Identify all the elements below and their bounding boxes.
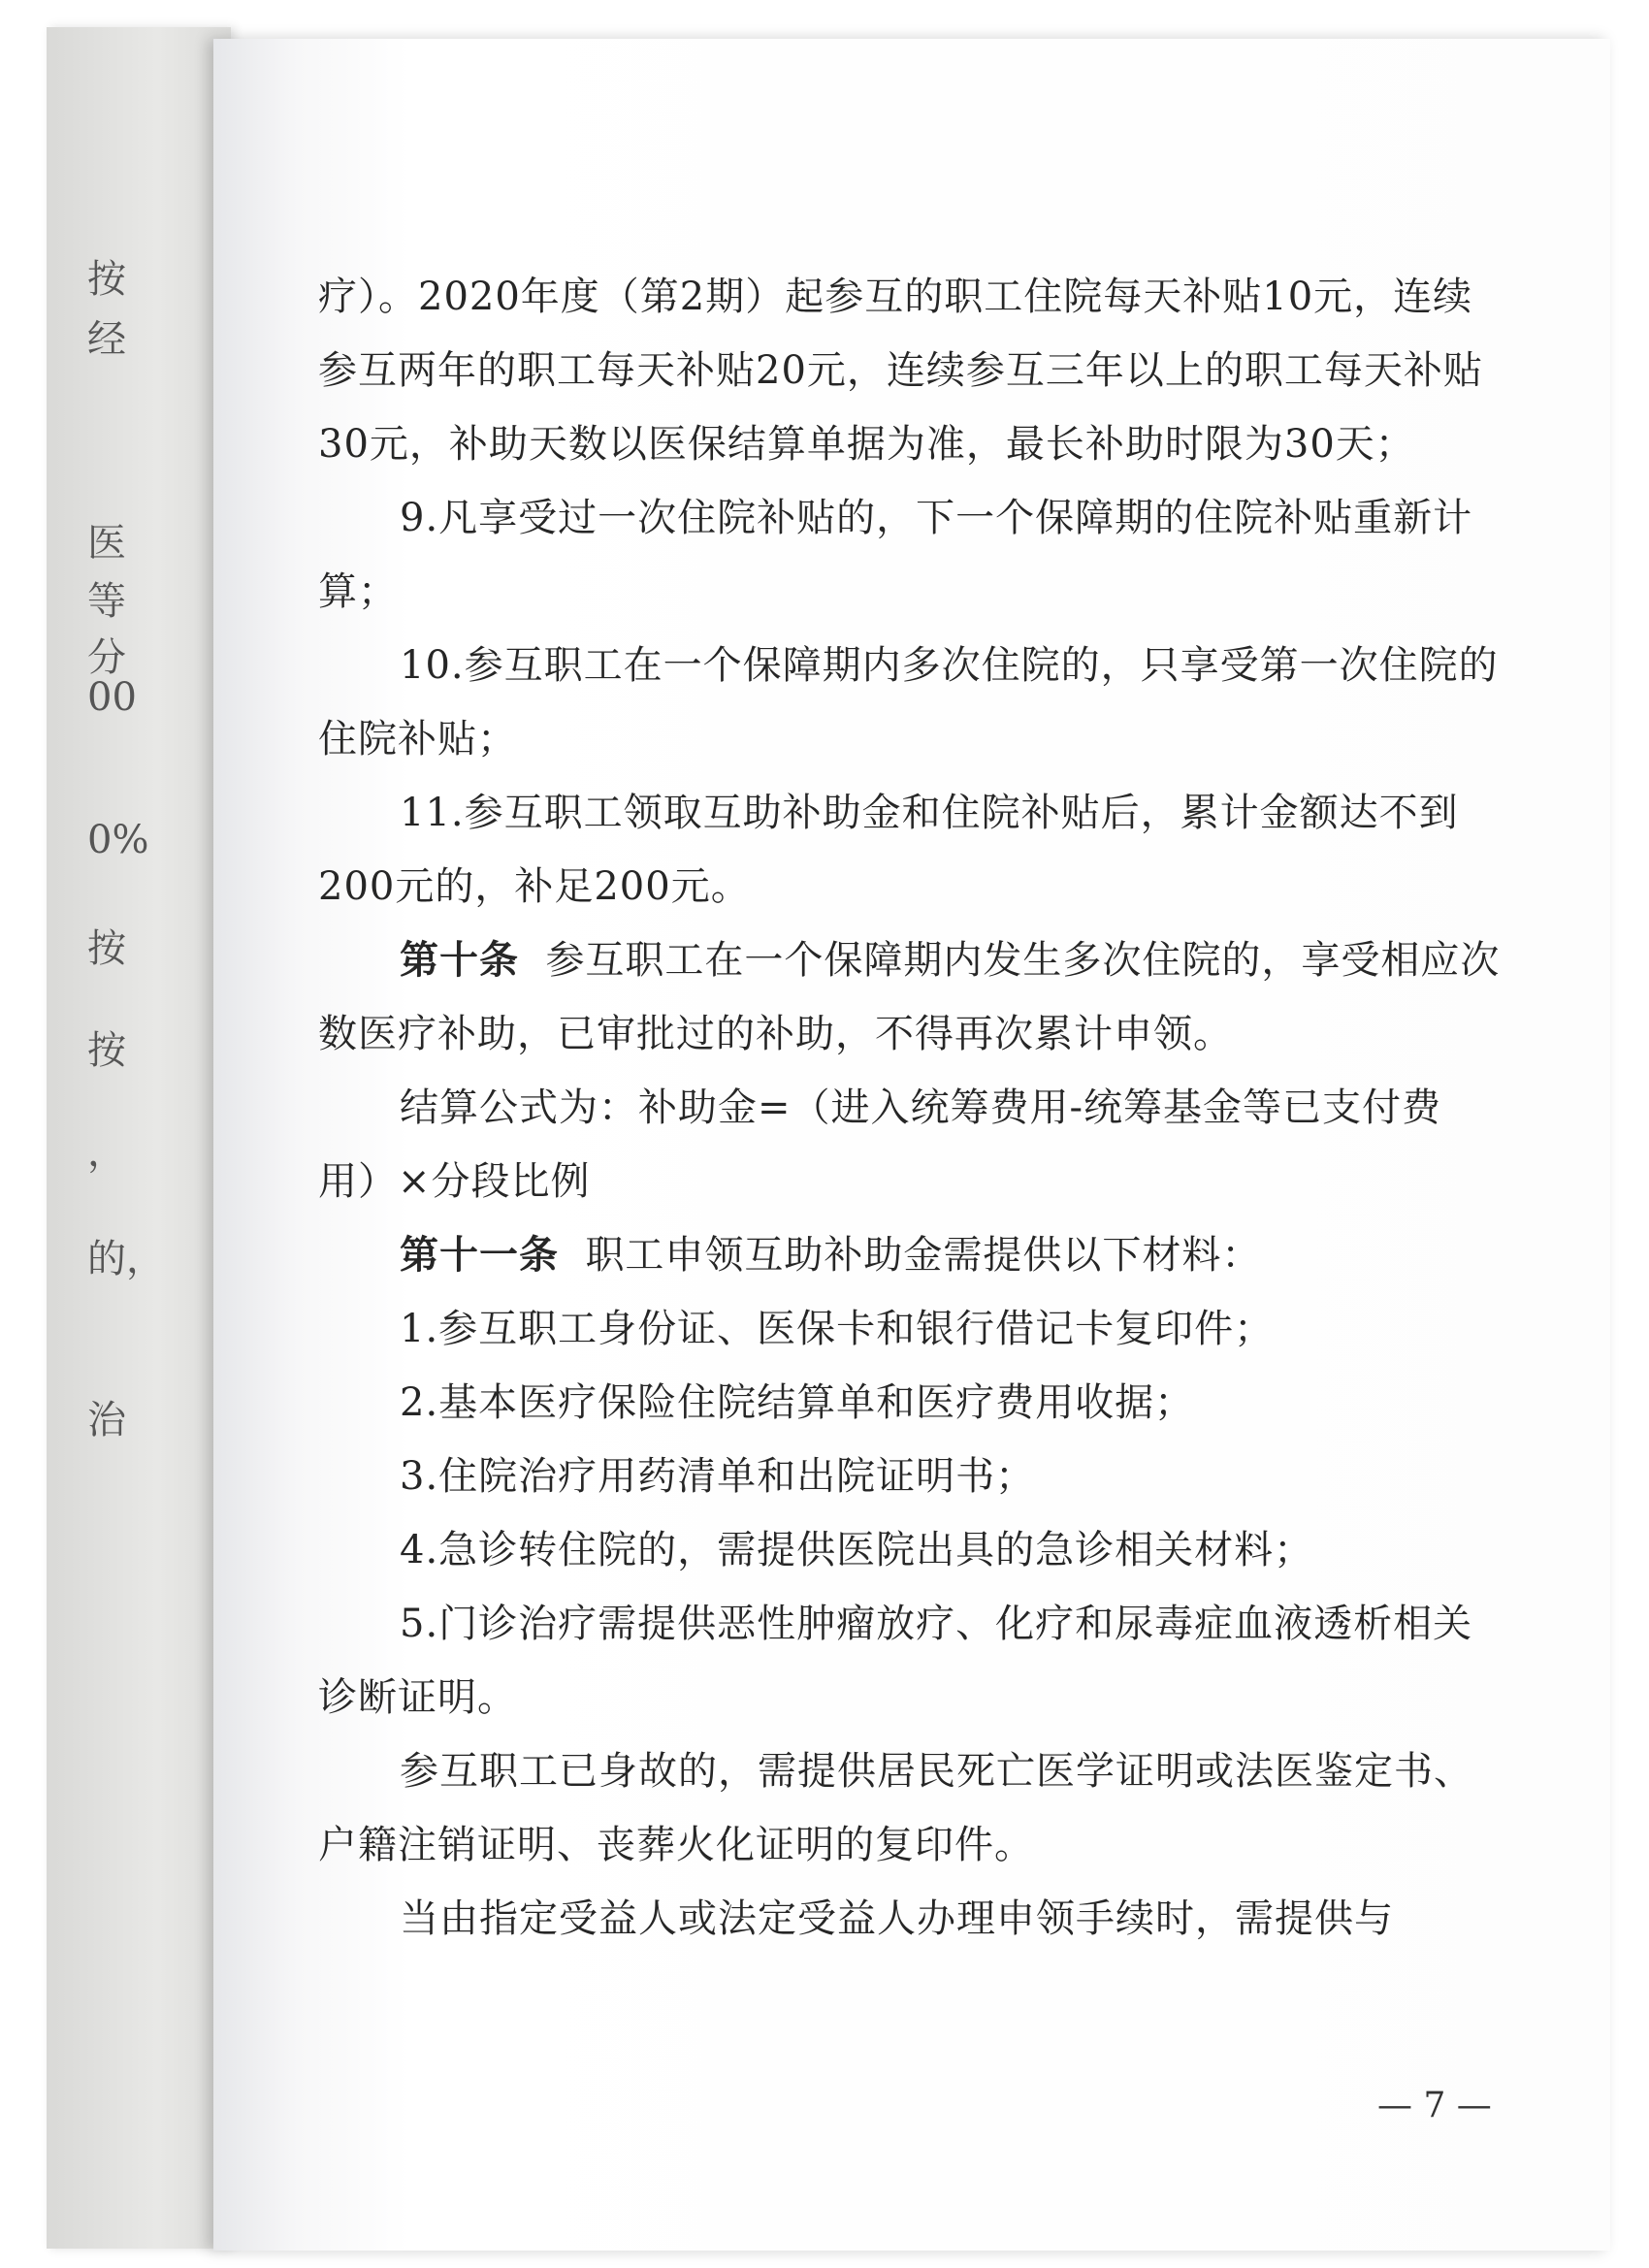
paragraph: 参互职工已身故的，需提供居民死亡医学证明或法医鉴定书、户籍注销证明、丧葬火化证明的复印件。 bbox=[318, 1749, 1473, 1867]
list-item: 1.参互职工身份证、医保卡和银行借记卡复印件； bbox=[400, 1307, 1275, 1351]
paragraph: 11.参互职工领取互助补助金和住院补贴后，累计金额达不到200元的，补足200元。 bbox=[318, 791, 1459, 909]
paragraph: 结算公式为：补助金=（进入统筹费用-统筹基金等已支付费用）×分段比例 bbox=[318, 1085, 1442, 1204]
article-paragraph: 第十条 参互职工在一个保障期内发生多次住院的，享受相应次数医疗补助，已审批过的补助，不得再次累计申领。 bbox=[318, 937, 1501, 1056]
fragment: 医 bbox=[87, 521, 126, 566]
fragment: ， bbox=[87, 1130, 126, 1175]
list-item: 4.急诊转住院的，需提供医院出具的急诊相关材料； bbox=[400, 1528, 1314, 1572]
fragment: 00 bbox=[87, 675, 137, 720]
article-label: 第十条 bbox=[400, 937, 519, 983]
list-item: 5.门诊治疗需提供恶性肿瘤放疗、化疗和尿毒症血液透析相关诊断证明。 bbox=[318, 1602, 1473, 1720]
fragment: 治 bbox=[87, 1398, 126, 1442]
paragraph: 9.凡享受过一次住院补贴的，下一个保障期的住院补贴重新计算； bbox=[318, 496, 1473, 614]
fragment: 按 bbox=[87, 257, 126, 302]
fragment: 的， bbox=[87, 1237, 165, 1281]
paragraph: 10.参互职工在一个保障期内多次住院的，只享受第一次住院的住院补贴； bbox=[318, 643, 1499, 761]
fragment: 经 bbox=[87, 317, 126, 362]
document-body bbox=[318, 260, 1502, 1956]
list-item: 3.住院治疗用药清单和出院证明书； bbox=[400, 1454, 1036, 1499]
list-item: 2.基本医疗保险住院结算单和医疗费用收据； bbox=[400, 1380, 1195, 1425]
fragment: 等 bbox=[87, 579, 126, 624]
previous-page-edge bbox=[47, 27, 231, 2249]
article-label: 第十一条 bbox=[400, 1232, 559, 1278]
page-number: — 7 — bbox=[1377, 2086, 1492, 2125]
fragment: 0% bbox=[87, 818, 149, 862]
fragment: 按 bbox=[87, 926, 126, 971]
fragment: 分 bbox=[87, 635, 126, 680]
article-paragraph: 第十一条 职工申领互助补助金需提供以下材料： bbox=[400, 1232, 1262, 1278]
paragraph: 当由指定受益人或法定受益人办理申领手续时，需提供与 bbox=[400, 1896, 1394, 1941]
paragraph: 疗）。2020年度（第2期）起参互的职工住院每天补贴10元，连续参互两年的职工每天补贴20元，连续参互三年以上的职工每天补贴30元，补助天数以医保结算单据为准，最长补助时限为30天； bbox=[318, 275, 1483, 467]
fragment: 按 bbox=[87, 1028, 126, 1073]
